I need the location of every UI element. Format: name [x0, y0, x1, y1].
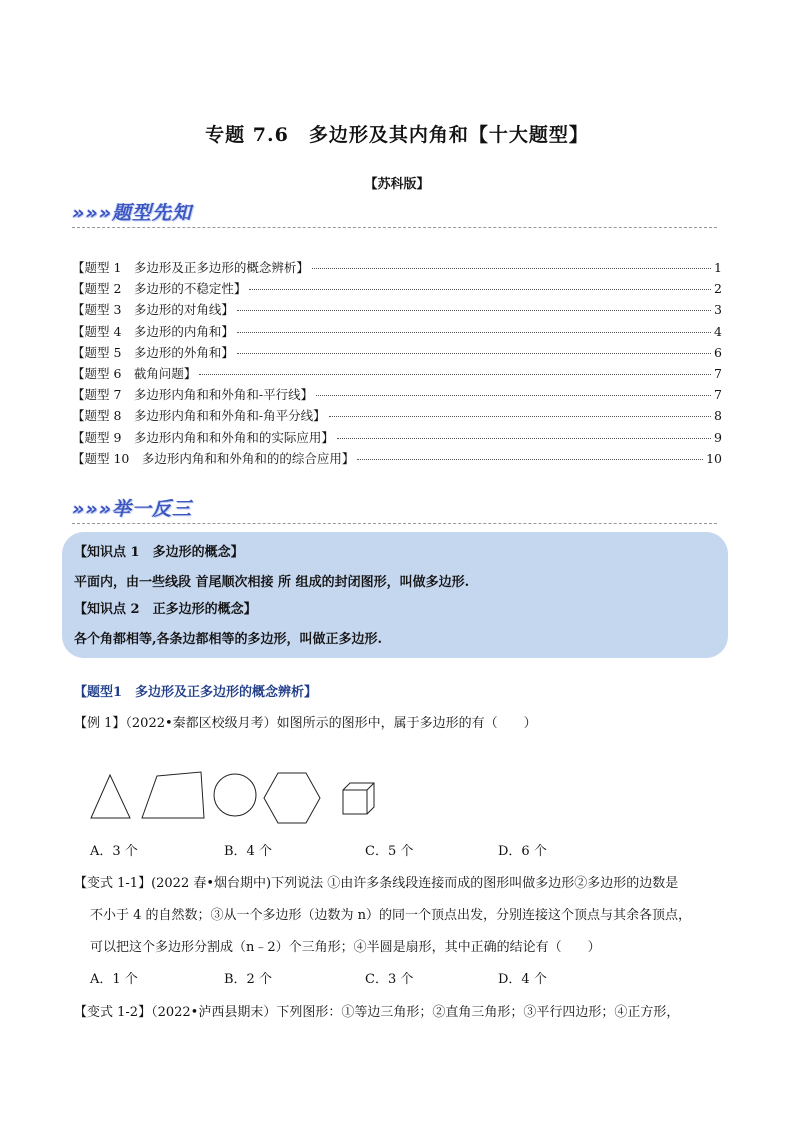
toc-section-heading: [72, 198, 192, 226]
toc-row[interactable]: [72, 279, 722, 300]
toc-leader: [199, 374, 711, 375]
toc-page: 8: [714, 408, 722, 424]
topic-1-heading: 【题型1 多边形及正多边形的概念辨析】: [74, 685, 318, 700]
quadrilateral-shape: [142, 772, 204, 818]
toc-row[interactable]: [72, 406, 722, 427]
knowledge-point-2-text: 各个角都相等,各条边都相等的多边形，叫做正多边形.: [74, 632, 383, 647]
toc-row[interactable]: [72, 428, 722, 449]
toc-page: 4: [714, 323, 722, 339]
edition-label: 【苏科版】: [364, 177, 430, 192]
toc-leader: [237, 332, 711, 333]
toc-leader: [337, 438, 711, 439]
triangle-shape: [91, 775, 130, 818]
example-1-stem: 【例 1】（2022•秦都区校级月考）如图所示的图形中，属于多边形的有（ ）: [74, 716, 537, 731]
example-1-option-d[interactable]: D．6 个: [498, 844, 547, 859]
cube-shape: [343, 783, 374, 814]
practice-section-heading-text: »»»举一反三: [72, 498, 193, 520]
toc-label: 【题型 3 多边形的对角线】: [72, 302, 234, 318]
example-1-option-a[interactable]: A．3 个: [90, 844, 138, 859]
toc-label: 【题型 5 多边形的外角和】: [72, 344, 234, 360]
toc-label: 【题型 4 多边形的内角和】: [72, 323, 234, 339]
toc-leader: [237, 353, 711, 354]
knowledge-point-2-title: 【知识点 2 正多边形的概念】: [74, 602, 257, 617]
toc-page: 2: [714, 281, 722, 297]
section-divider: [72, 523, 717, 524]
section-divider: [72, 227, 717, 228]
variant-1-1-line-3: 可以把这个多边形分割成（n﹣2）个三角形；④半圆是扇形，其中正确的结论有（ ）: [90, 940, 601, 955]
variant-1-1-line-2: 不小于 4 的自然数；③从一个多边形（边数为 n）的同一个顶点出发，分别连接这个顶点与其余各顶点，: [90, 908, 692, 923]
toc-leader: [249, 289, 711, 290]
toc-page: 6: [714, 344, 722, 360]
toc-label: 【题型 2 多边形的不稳定性】: [72, 281, 247, 297]
knowledge-point-1-title: 【知识点 1 多边形的概念】: [74, 545, 244, 560]
variant-1-1-option-d[interactable]: D．4 个: [498, 972, 547, 987]
toc-page: 7: [714, 365, 722, 381]
toc-section-heading-text: »»»题型先知: [72, 202, 193, 224]
toc-label: 【题型 9 多边形内角和和外角和的实际应用】: [72, 429, 334, 445]
toc-row[interactable]: [72, 300, 722, 321]
toc-row[interactable]: [72, 322, 722, 343]
toc-page: 9: [714, 429, 722, 445]
toc-row[interactable]: [72, 385, 722, 406]
page-title: 专题 7.6 多边形及其内角和【十大题型】: [205, 124, 589, 146]
shapes-figure: [88, 770, 388, 826]
toc-leader: [329, 416, 711, 417]
variant-1-1-option-a[interactable]: A．1 个: [90, 972, 138, 987]
variant-1-1-option-b[interactable]: B．2 个: [224, 972, 272, 987]
toc-leader: [237, 310, 711, 311]
example-1-option-b[interactable]: B．4 个: [224, 844, 272, 859]
variant-1-1-option-c[interactable]: C．3 个: [365, 972, 414, 987]
toc-label: 【题型 8 多边形内角和和外角和-角平分线】: [72, 408, 326, 424]
toc-row[interactable]: [72, 364, 722, 385]
toc-row[interactable]: [72, 449, 722, 470]
toc-leader: [312, 268, 711, 269]
toc-label: 【题型 1 多边形及正多边形的概念辨析】: [72, 260, 309, 275]
toc-label: 【题型 7 多边形内角和和外角和-平行线】: [72, 387, 314, 403]
toc-page: 10: [706, 450, 722, 466]
toc-label: 【题型 10 多边形内角和和外角和的的综合应用】: [72, 450, 355, 466]
toc-page: 3: [714, 302, 722, 318]
toc-page: 7: [714, 387, 722, 403]
variant-1-1-line-1: 【变式 1-1】(2022 春•烟台期中)下列说法 ①由许多条线段连接而成的图形叫做多边形②多边形的边数是: [74, 876, 679, 891]
example-1-option-c[interactable]: C．5 个: [365, 844, 414, 859]
hexagon-shape: [264, 773, 320, 823]
toc-row[interactable]: [72, 258, 722, 279]
knowledge-point-1-text: 平面内，由一些线段 首尾顺次相接 所 组成的封闭图形，叫做多边形.: [74, 575, 470, 590]
toc-page: 1: [714, 260, 722, 275]
toc-label: 【题型 6 截角问题】: [72, 365, 197, 381]
toc-leader: [316, 395, 711, 396]
toc-row[interactable]: [72, 343, 722, 364]
variant-1-2-line-1: 【变式 1-2】（2022•泸西县期末）下列图形：①等边三角形；②直角三角形；③平行四边形；④正方形，: [74, 1005, 680, 1020]
practice-section-heading: [72, 494, 192, 522]
circle-shape: [214, 774, 256, 816]
table-of-contents: [72, 258, 722, 470]
toc-leader: [357, 459, 703, 460]
